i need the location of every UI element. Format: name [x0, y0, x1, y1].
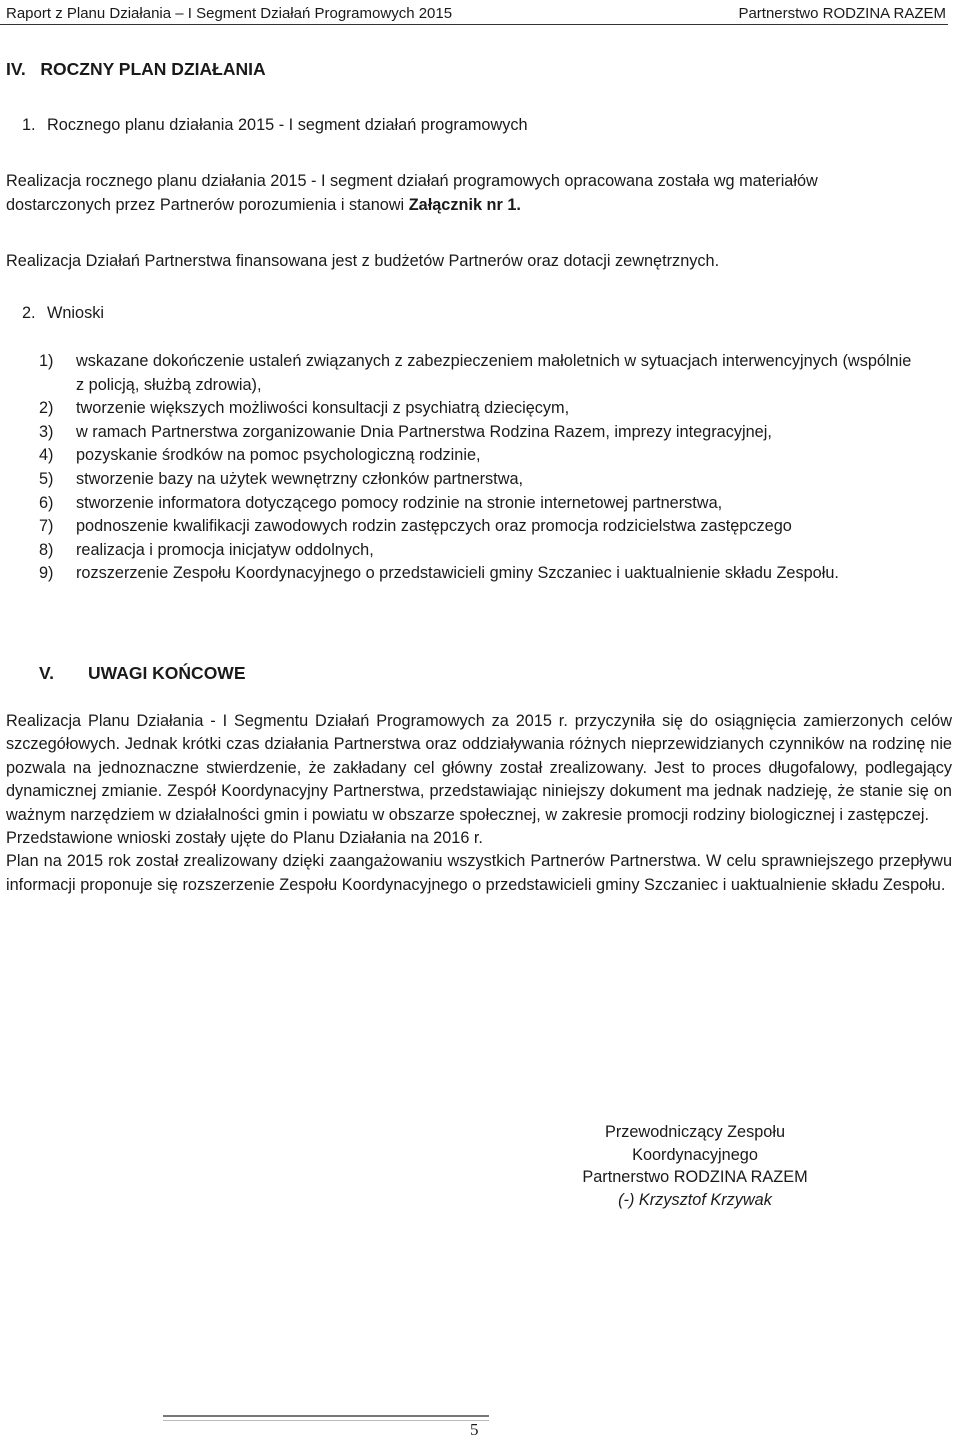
subsection-2-number: 2. [22, 304, 36, 322]
closing-paragraph-1: Realizacja Planu Działania - I Segmentu Działań Programowych za 2015 r. przyczyniła się do osiągnięcia zamierzonych celów szczegółowych. Jednak krótki czas działania Partnerstwa oraz oddziaływania różnych nieprzewidzianych czynników na rodzinę nie pozwala na jednoznaczne stwierdzenie, że zakładany cel główny został zrealizowany. Jest to proces długofalowy, podlegający dynamicznej zmianie. Zespół Koordynacyjny Partnerstwa, przedstawiając niniejszy dokument ma jednak nadzieję, że stanie się on ważnym narzędziem w działalności gmin i powiatu w obszarze społecznej, w zakresie promocji rodziny biologicznej i zastępczej. [6, 712, 952, 824]
list-item [39, 421, 919, 445]
list-item-text: wskazane dokończenie ustaleń związanych z zabezpieczeniem małoletnich w sytuacjach interwencyjnych (wspólnie z policją, służbą zdrowia), [76, 352, 912, 394]
conclusions-list [39, 350, 919, 586]
footer-divider [163, 1415, 489, 1417]
page-header [6, 0, 946, 22]
paragraph-text: Realizacja rocznego planu działania 2015 - I segment działań programowych opracowana została wg materiałów dostarczonych przez Partnerów porozumienia i stanowi [6, 172, 818, 214]
list-item-text: podnoszenie kwalifikacji zawodowych rodzin zastępczych oraz promocja rodzicielstwa zastępczego [76, 517, 792, 536]
closing-paragraph-2: Przedstawione wnioski zostały ujęte do Planu Działania na 2016 r. [6, 829, 483, 848]
section-5-number: V. [39, 663, 54, 683]
list-item [39, 468, 919, 492]
list-item-text: stworzenie bazy na użytek wewnętrzny członków partnerstwa, [76, 469, 524, 488]
list-item-number: 5) [39, 469, 54, 488]
list-item-text: realizacja i promocja inicjatyw oddolnych, [76, 540, 374, 559]
list-item-number: 7) [39, 517, 54, 536]
list-item [39, 539, 919, 563]
section-5-heading: UWAGI KOŃCOWE [88, 663, 246, 683]
header-report-title: Raport z Planu Działania – I Segment Działań Programowych 2015 [6, 5, 453, 22]
footer-divider-secondary [163, 1420, 489, 1421]
header-partnership-name: Partnerstwo RODZINA RAZEM [738, 5, 946, 22]
paragraph-finansowanie: Realizacja Działań Partnerstwa finansowana jest z budżetów Partnerów oraz dotacji zewnętrznych. [6, 252, 720, 270]
list-item-number: 9) [39, 564, 54, 583]
list-item-text: w ramach Partnerstwa zorganizowanie Dnia Partnerstwa Rodzina Razem, imprezy integracyjnej, [76, 422, 772, 441]
list-item-number: 1) [39, 352, 54, 370]
list-item-number: 2) [39, 399, 54, 418]
list-item-number: 3) [39, 422, 54, 441]
closing-paragraph-3: Plan na 2015 rok został zrealizowany dzięki zaangażowaniu wszystkich Partnerów Partnerstwa. W celu sprawniejszego przepływu informacji proponuje się rozszerzenie Zespołu Koordynacyjnego o przedstawicieli gminy Szczaniec i uaktualnienie składu Zespołu. [6, 852, 952, 894]
section-4-heading: IV. ROCZNY PLAN DZIAŁANIA [6, 59, 266, 79]
list-item-number: 6) [39, 493, 54, 512]
list-item [39, 444, 919, 468]
signature-name: (-) Krzysztof Krzywak [618, 1190, 772, 1209]
list-item [39, 397, 919, 421]
signature-block [540, 1121, 850, 1211]
list-item-text: stworzenie informatora dotyczącego pomocy rodzinie na stronie internetowej partnerstwa, [76, 493, 723, 512]
list-item [39, 350, 919, 397]
list-item-number: 4) [39, 446, 54, 465]
attachment-reference: Załącznik nr 1. [408, 195, 521, 214]
list-item [39, 562, 919, 586]
list-item-number: 8) [39, 540, 54, 559]
page-number: 5 [470, 1420, 479, 1439]
subsection-1-title: Rocznego planu działania 2015 - I segment działań programowych [47, 116, 528, 134]
closing-remarks [6, 710, 952, 897]
list-item [39, 515, 919, 539]
list-item-text: pozyskanie środków na pomoc psychologiczną rodzinie, [76, 446, 481, 465]
header-divider [0, 24, 948, 25]
list-item-text: tworzenie większych możliwości konsultacji z psychiatrą dziecięcym, [76, 399, 570, 418]
list-item [39, 492, 919, 516]
signature-role: Przewodniczący Zespołu Koordynacyjnego [604, 1123, 786, 1164]
paragraph-realizacja-planu [6, 170, 878, 217]
signature-organization: Partnerstwo RODZINA RAZEM [582, 1168, 808, 1186]
subsection-2-title: Wnioski [47, 304, 104, 322]
list-item-text: rozszerzenie Zespołu Koordynacyjnego o przedstawicieli gminy Szczaniec i uaktualnienie składu Zespołu. [76, 564, 839, 583]
subsection-1-number: 1. [22, 116, 36, 134]
